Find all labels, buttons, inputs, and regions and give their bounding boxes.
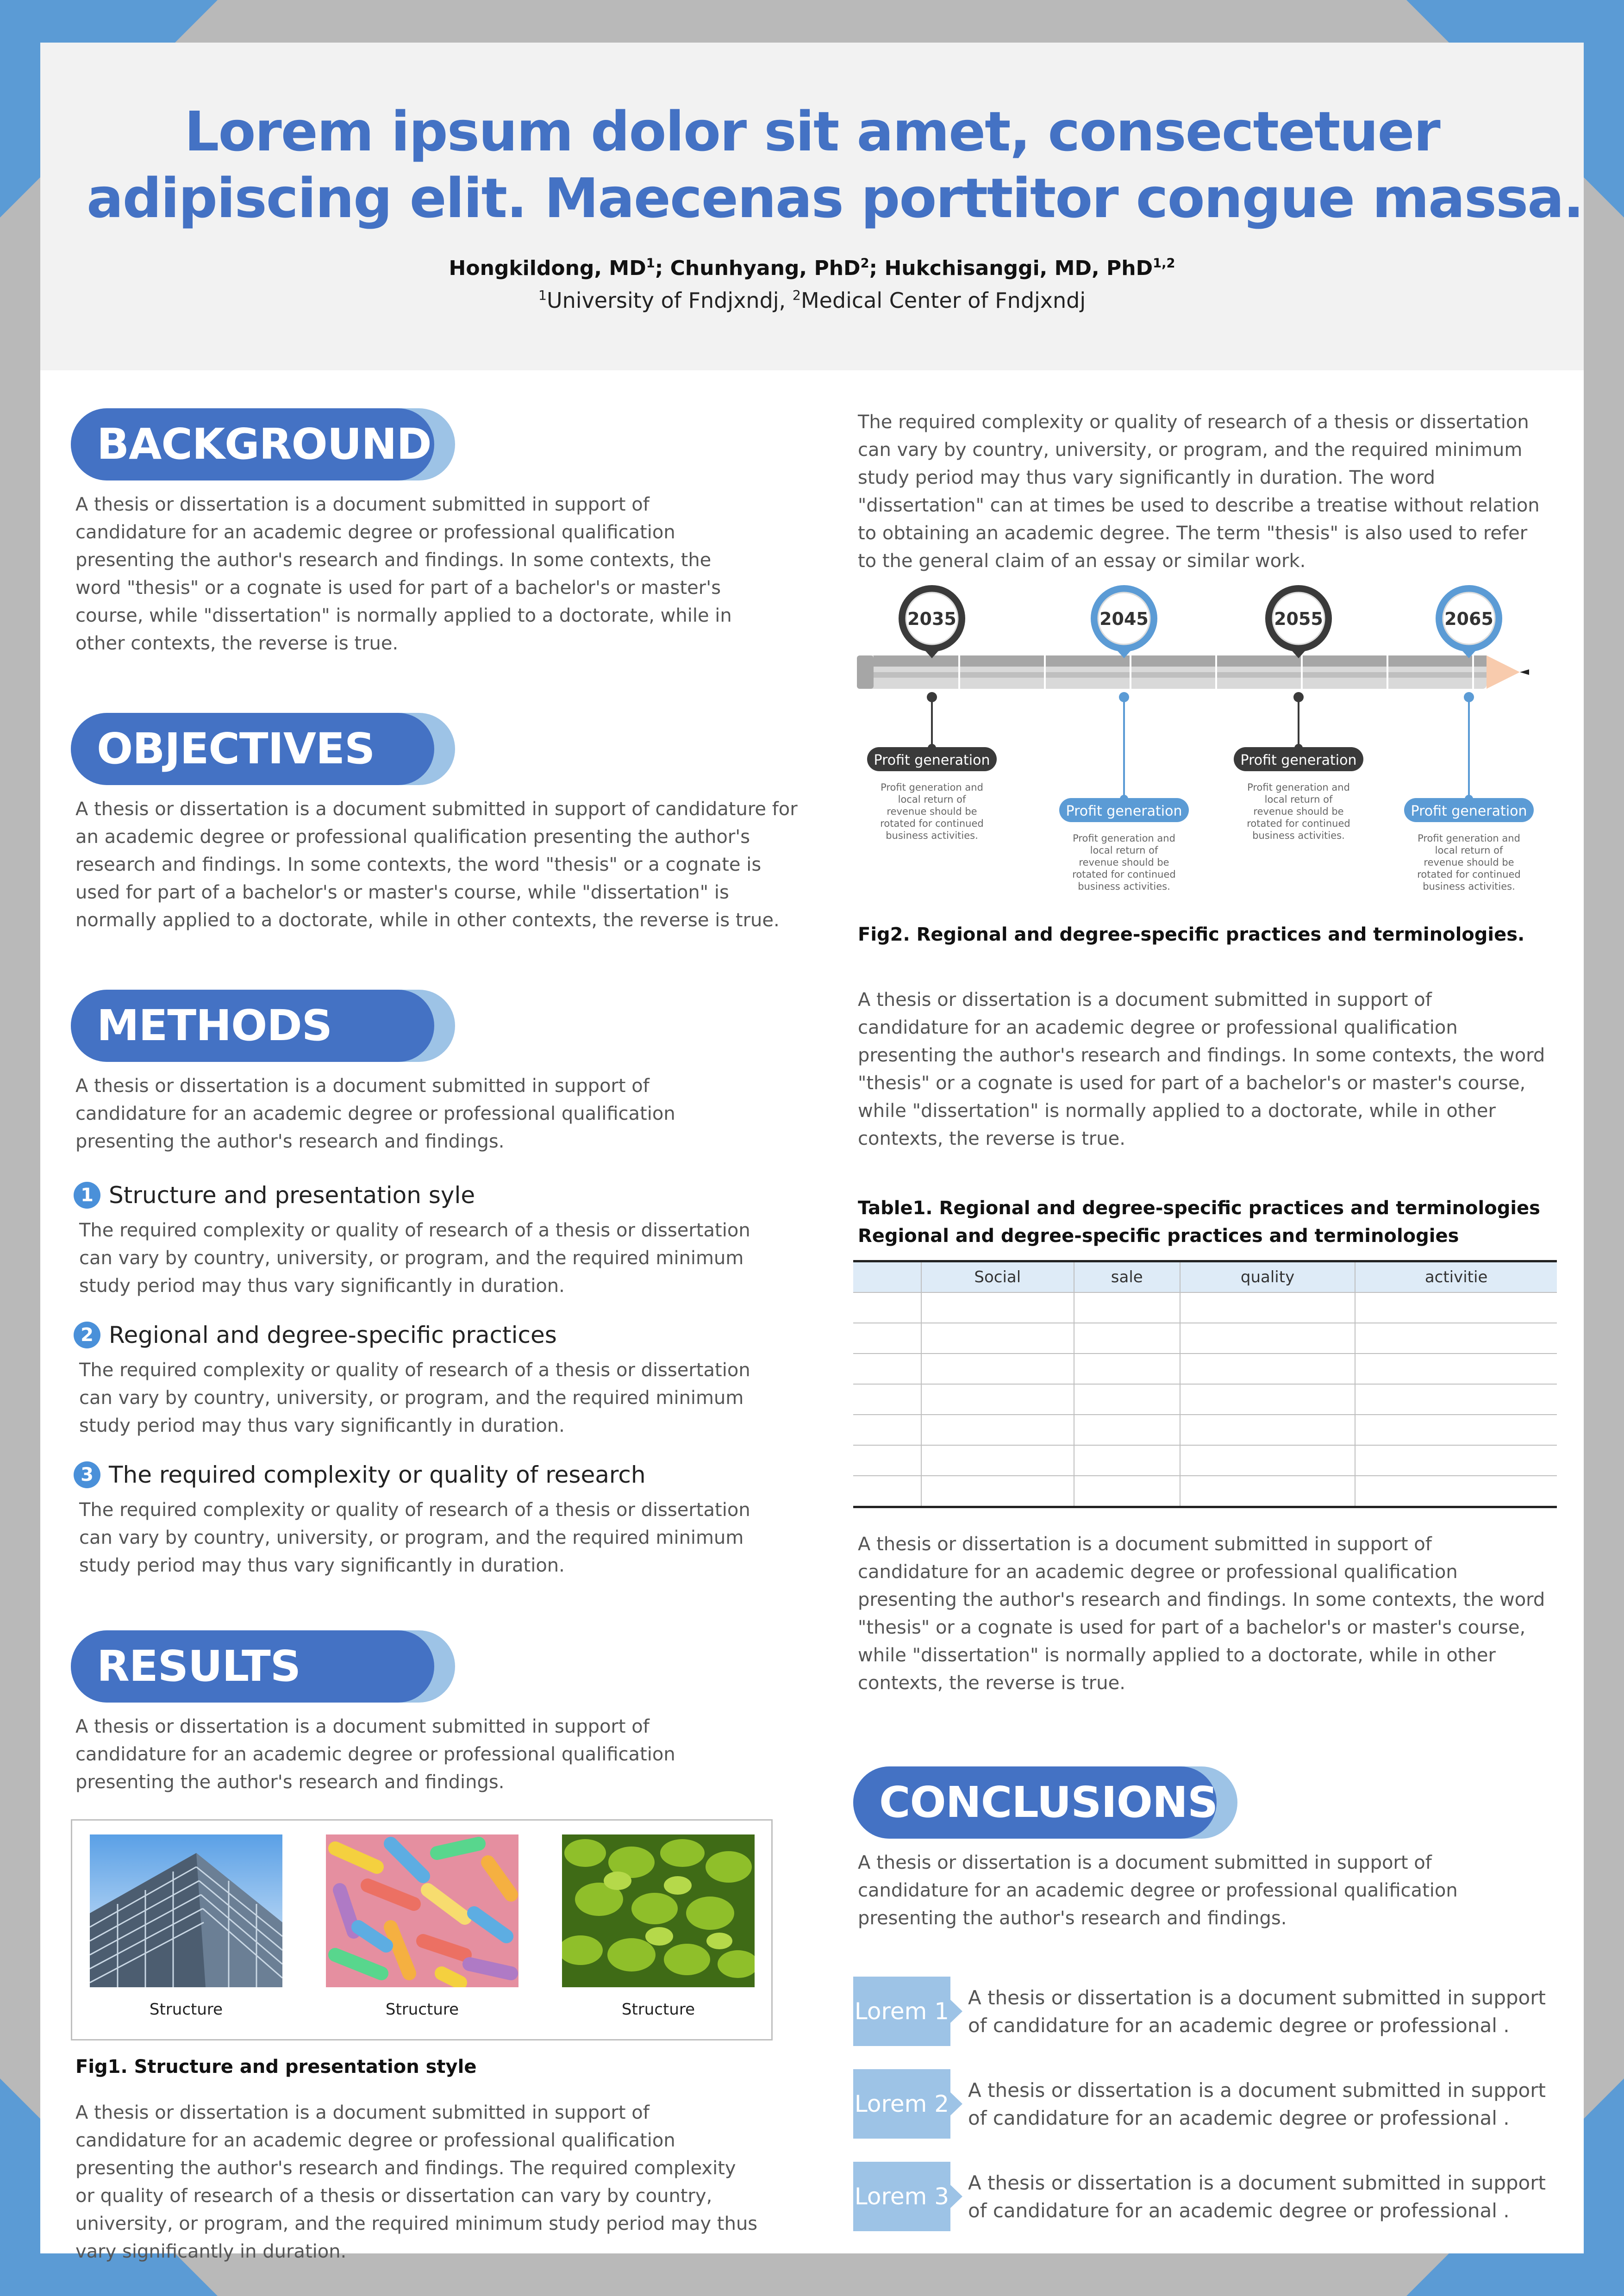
table-body	[853, 1292, 1557, 1507]
number-badge: 1	[74, 1182, 100, 1209]
conclusion-text: A thesis or dissertation is a document submitted in support of candidature for an academic degree or professional .	[968, 1986, 1546, 2037]
methods-item	[71, 1320, 830, 1440]
timeline-bar-cap	[857, 655, 874, 689]
timeline-description-line: business activities.	[1423, 881, 1515, 892]
author-affil-sup: 2	[860, 256, 869, 271]
photo-caption: Structure	[385, 2000, 459, 2019]
timeline-description-line: Profit generation and	[881, 782, 983, 793]
table-cell	[921, 1476, 1074, 1507]
objectives-text: A thesis or dissertation is a document submitted in support of candidature for an academic degree or professional qualification presenting the author's research and findings. In some contexts, the word "thesis" or a cognate is used for part of a bachelor's or master's course, while "dissertation" is normally applied to a doctorate, while in other contexts, the reverse is true.	[75, 799, 798, 931]
timeline-description-line: revenue should be	[1079, 857, 1169, 868]
table-cell	[853, 1292, 921, 1323]
timeline-description-line: Profit generation and	[1073, 833, 1175, 844]
table-cell	[1074, 1323, 1180, 1354]
table-cell	[853, 1476, 921, 1507]
table-cell	[1180, 1323, 1355, 1354]
table-cell	[1074, 1445, 1180, 1476]
title-line-1: Lorem ipsum dolor sit amet, consectetuer	[184, 100, 1440, 163]
methods-item-title-text: The required complexity or quality of research	[109, 1461, 646, 1488]
methods-item-title-text: Regional and degree-specific practices	[109, 1322, 557, 1348]
timeline-pencil-tip	[1487, 655, 1520, 689]
timeline-description-line: local return of	[1264, 794, 1333, 805]
author-affil-sup: 1	[646, 256, 655, 271]
timeline-year: 2035	[907, 609, 956, 629]
table-1	[853, 1260, 1557, 1508]
timeline-description-line: business activities.	[1252, 830, 1345, 841]
left-column	[71, 408, 830, 2265]
poster	[40, 43, 1584, 2262]
title-line-2: adipiscing elit. Maecenas porttitor congue massa.	[87, 166, 1583, 230]
author-separator: ;	[655, 256, 670, 280]
table-cell	[1180, 1476, 1355, 1507]
timeline-description-line: Profit generation and	[1247, 782, 1350, 793]
table-cell	[1355, 1445, 1557, 1476]
table-cell	[853, 1445, 921, 1476]
table-cell	[1180, 1445, 1355, 1476]
table-row	[853, 1292, 1557, 1323]
timeline-bar-stripe	[874, 655, 1487, 667]
author-affil-sup: 1,2	[1153, 256, 1175, 271]
conclusion-text: A thesis or dissertation is a document submitted in support of candidature for an academic degree or professional .	[968, 2171, 1546, 2222]
author-name: Chunhyang, PhD	[670, 256, 861, 280]
author-list	[40, 256, 1584, 280]
timeline-pill-label: Profit generation	[1240, 752, 1357, 768]
timeline-description-line: Profit generation and	[1418, 833, 1520, 844]
timeline-graphic	[853, 581, 1562, 915]
table-cell	[921, 1384, 1074, 1415]
conclusion-label: Lorem 1	[853, 1977, 950, 2046]
section-heading-background	[71, 408, 455, 480]
author-name: Hukchisanggi, MD, PhD	[884, 256, 1153, 280]
timeline-year: 2055	[1274, 609, 1323, 629]
background-text: A thesis or dissertation is a document submitted in support of candidature for an academic degree or professional qualification presenting the author's research and findings. In some contexts, the word "thesis" or a cognate is used for part of a bachelor's or master's course, while "dissertation" is normally applied to a doctorate, while in other contexts, the reverse is true.	[75, 494, 732, 654]
timeline-pill-label: Profit generation	[1411, 803, 1527, 819]
timeline-description-line: local return of	[1435, 845, 1503, 856]
table-cell	[1180, 1384, 1355, 1415]
timeline-year: 2065	[1444, 609, 1493, 629]
table-cell	[1355, 1415, 1557, 1445]
section-heading-methods	[71, 990, 455, 1062]
table-row	[853, 1323, 1557, 1354]
poster-header	[40, 43, 1584, 370]
methods-item-title	[71, 1460, 830, 1490]
timeline-bar-stripe	[874, 672, 1487, 678]
table-cell	[1074, 1354, 1180, 1384]
figure-1-box	[71, 1819, 773, 2040]
table-header-row	[853, 1261, 1557, 1293]
table-cell	[921, 1292, 1074, 1323]
heading-label: METHODS	[97, 1001, 332, 1050]
table-cell	[1355, 1323, 1557, 1354]
heading-label: OBJECTIVES	[97, 724, 375, 774]
results-intro: A thesis or dissertation is a document submitted in support of candidature for an academic degree or professional qualification presenting the author's research and findings.	[75, 1716, 675, 1793]
timeline-year: 2045	[1099, 609, 1149, 629]
gummy-candy-photo	[326, 1834, 518, 1987]
section-heading-results	[71, 1630, 455, 1703]
methods-item-title-text: Structure and presentation syle	[109, 1182, 475, 1209]
table-cell	[853, 1415, 921, 1445]
table-cell	[1074, 1384, 1180, 1415]
conclusion-item	[853, 2162, 1562, 2231]
table-header-cell: sale	[1074, 1261, 1180, 1293]
affil-sup: 2	[792, 287, 801, 303]
conclusion-item	[853, 2069, 1562, 2139]
affil-sup: 1	[538, 287, 547, 303]
table-cell	[853, 1384, 921, 1415]
table-cell	[921, 1354, 1074, 1384]
building-photo	[90, 1834, 282, 1987]
affiliation-name: Medical Center of Fndjxndj	[800, 288, 1086, 313]
conclusion-item	[853, 1977, 1562, 2046]
timeline-description-line: revenue should be	[1424, 857, 1514, 868]
timeline-pill-label: Profit generation	[1066, 803, 1182, 819]
right-mid-text: A thesis or dissertation is a document submitted in support of candidature for an academic degree or professional qualification presenting the author's research and findings. In some contexts, the word "thesis" or a cognate is used for part of a bachelor's or master's course, while "dissertation" is normally applied to a doctorate, while in other contexts, the reverse is true.	[858, 989, 1545, 1149]
right-intro: The required complexity or quality of research of a thesis or dissertation can vary by country, university, or program, and the required minimum study period may thus vary significantly in duration. The word "dissertation" can at times be used to describe a treatise without relation to obtaining an academic degree. The term "thesis" is also used to refer to the general claim of an essay or similar work.	[858, 412, 1540, 572]
table-header-cell	[853, 1261, 921, 1293]
timeline-description-line: revenue should be	[1253, 806, 1344, 817]
table-cell	[1355, 1292, 1557, 1323]
timeline-description-line: rotated for continued	[1247, 818, 1350, 829]
timeline-description-line: rotated for continued	[880, 818, 984, 829]
after-table-text: A thesis or dissertation is a document submitted in support of candidature for an academic degree or professional qualification presenting the author's research and findings. In some contexts, the word "thesis" or a cognate is used for part of a bachelor's or master's course, while "dissertation" is normally applied to a doctorate, while in other contexts, the reverse is true.	[858, 1534, 1545, 1694]
table-cell	[1355, 1384, 1557, 1415]
heading-label: RESULTS	[97, 1641, 301, 1691]
green-leaves-photo	[562, 1834, 755, 1987]
timeline-description-line: revenue should be	[887, 806, 977, 817]
conclusion-text: A thesis or dissertation is a document submitted in support of candidature for an academic degree or professional .	[968, 2079, 1546, 2129]
timeline-description-line: rotated for continued	[1417, 869, 1521, 880]
table-header-cell: Social	[921, 1261, 1074, 1293]
conclusions-intro: A thesis or dissertation is a document submitted in support of candidature for an academic degree or professional qualification presenting the author's research and findings.	[858, 1852, 1458, 1929]
table-cell	[853, 1323, 921, 1354]
section-heading-objectives	[71, 713, 455, 785]
heading-label: CONCLUSIONS	[879, 1778, 1218, 1827]
affiliation-list	[40, 288, 1584, 313]
figure-1-caption: Fig1. Structure and presentation style	[75, 2056, 477, 2078]
number-badge: 2	[74, 1322, 100, 1348]
timeline-description-line: business activities.	[886, 830, 978, 841]
author-name: Hongkildong, MD	[449, 256, 646, 280]
methods-item-text: The required complexity or quality of research of a thesis or dissertation can vary by country, university, or program, and the required minimum study period may thus vary significantly in duration.	[79, 1360, 750, 1436]
table-header-cell: quality	[1180, 1261, 1355, 1293]
table-cell	[853, 1354, 921, 1384]
table-row	[853, 1384, 1557, 1415]
author-separator: ;	[869, 256, 885, 280]
poster-title	[87, 98, 1583, 231]
table-cell	[1180, 1354, 1355, 1384]
table-row	[853, 1354, 1557, 1384]
table-cell	[921, 1445, 1074, 1476]
number-badge: 3	[74, 1461, 100, 1488]
table-cell	[1074, 1476, 1180, 1507]
table-cell	[1074, 1415, 1180, 1445]
table-row	[853, 1476, 1557, 1507]
methods-item-text: The required complexity or quality of research of a thesis or dissertation can vary by country, university, or program, and the required minimum study period may thus vary significantly in duration.	[79, 1499, 750, 1576]
results-outro: A thesis or dissertation is a document submitted in support of candidature for an academic degree or professional qualification presenting the author's research and findings. The required complexity or quality of research of a thesis or dissertation can vary by country, university, or program, and the required minimum study period may thus vary significantly in duration.	[75, 2102, 758, 2262]
timeline-description-line: local return of	[1090, 845, 1158, 856]
methods-item-title	[71, 1320, 830, 1350]
table-cell	[1180, 1415, 1355, 1445]
table-cell	[1074, 1292, 1180, 1323]
section-heading-conclusions	[853, 1766, 1237, 1839]
heading-label: BACKGROUND	[97, 419, 431, 469]
methods-item-text: The required complexity or quality of research of a thesis or dissertation can vary by country, university, or program, and the required minimum study period may thus vary significantly in duration.	[79, 1220, 750, 1297]
affil-separator: ,	[779, 288, 793, 313]
table-cell	[1180, 1292, 1355, 1323]
conclusion-label: Lorem 3	[853, 2162, 950, 2231]
timeline-pill-label: Profit generation	[874, 752, 990, 768]
photo-caption: Structure	[621, 2000, 695, 2019]
figure-2-caption: Fig2. Regional and degree-specific practices and terminologies.	[858, 924, 1525, 945]
methods-intro: A thesis or dissertation is a document submitted in support of candidature for an academic degree or professional qualification presenting the author's research and findings.	[75, 1075, 675, 1152]
timeline-arrowhead	[1520, 669, 1529, 675]
methods-item	[71, 1460, 830, 1579]
table-cell	[921, 1323, 1074, 1354]
timeline-description-line: local return of	[898, 794, 966, 805]
right-column	[853, 408, 1562, 2231]
table-cell	[1355, 1476, 1557, 1507]
table-1-caption: Table1. Regional and degree-specific practices and terminologies Regional and degree-specific practices and terminologies	[858, 1198, 1540, 1247]
table-header-cell: activitie	[1355, 1261, 1557, 1293]
table-row	[853, 1415, 1557, 1445]
table-row	[853, 1445, 1557, 1476]
affiliation-name: University of Fndjxndj	[546, 288, 779, 313]
methods-item-title	[71, 1180, 830, 1210]
table-cell	[921, 1415, 1074, 1445]
conclusion-label: Lorem 2	[853, 2069, 950, 2139]
table-cell	[1355, 1354, 1557, 1384]
methods-item	[71, 1180, 830, 1300]
photo-caption: Structure	[149, 2000, 223, 2019]
timeline-description-line: business activities.	[1078, 881, 1170, 892]
timeline-description-line: rotated for continued	[1072, 869, 1176, 880]
